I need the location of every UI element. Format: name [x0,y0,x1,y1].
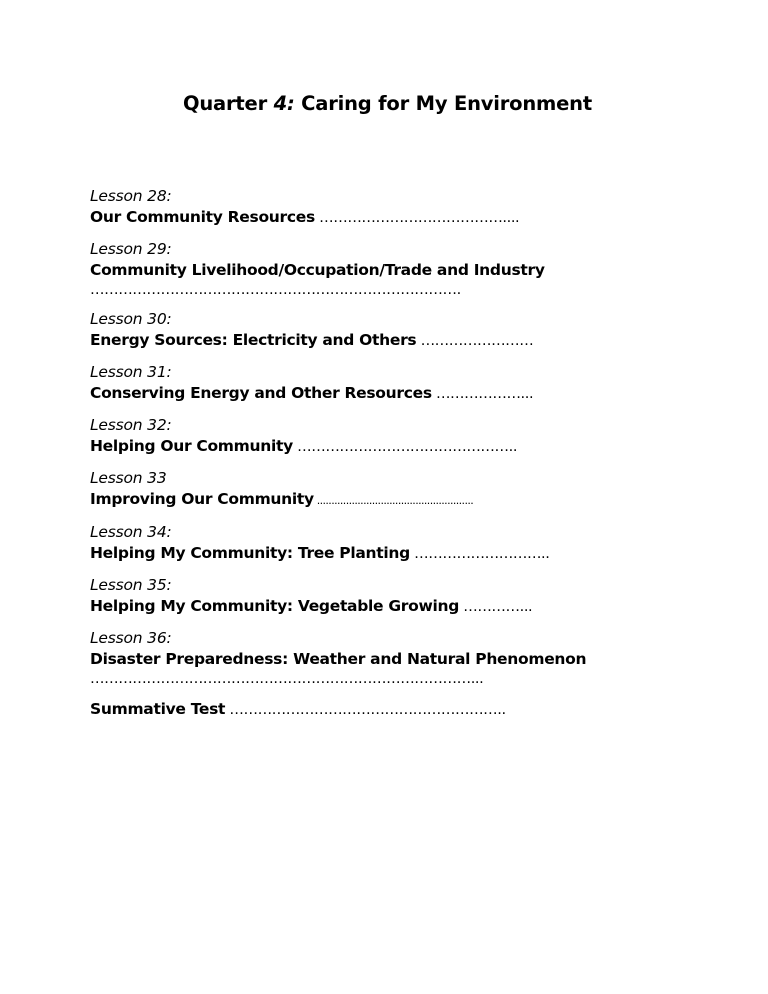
lesson-title: Conserving Energy and Other Resources [90,384,432,402]
lesson-title-line [90,206,590,229]
lesson-title-line [90,435,590,458]
lesson-label: Lesson 36: [90,629,172,647]
page-title [183,92,592,115]
lesson-title: Disaster Preparedness: Weather and Natural Phenomenon [90,650,587,668]
toc-entry-lesson-36 [90,628,590,688]
lesson-label: Lesson 29: [90,240,172,258]
title-prefix: Quarter [183,92,274,115]
toc-entry-lesson-31 [90,362,590,405]
lesson-title-line [90,382,590,405]
dot-leader: ……………………………………………………………………. [90,282,461,298]
dot-leader: ……………………………………….. [292,439,518,455]
lesson-title-line [90,329,590,352]
toc-entry-lesson-35 [90,575,590,618]
lesson-label: Lesson 34: [90,523,172,541]
title-quarter-number: 4: [273,92,295,115]
lesson-label: Lesson 31: [90,363,172,381]
lesson-title-line [90,595,590,618]
dot-leader: …………………… [416,333,534,349]
lesson-title: Energy Sources: Electricity and Others [90,331,417,349]
lesson-label: Lesson 35: [90,576,172,594]
dot-leader: ……………………….. [409,546,550,562]
toc-entry-lesson-33 [90,468,590,512]
dot-leader: ………………………………………………….. [225,702,506,718]
toc-entry-summative-test [90,698,590,721]
lesson-label: Lesson 33 [90,469,167,487]
toc-entry-lesson-30 [90,309,590,352]
toc-entry-lesson-29 [90,239,590,299]
lesson-title: Improving Our Community [90,490,314,508]
lesson-title: Helping Our Community [90,437,293,455]
lesson-title: Our Community Resources [90,208,315,226]
lesson-title: Helping My Community: Tree Planting [90,544,410,562]
dot-leader: ………………………………………………………………………... [90,671,484,687]
toc-entry-lesson-32 [90,415,590,458]
summative-title: Summative Test [90,700,226,718]
lesson-label: Lesson 30: [90,310,172,328]
summative-title-line [90,698,590,721]
dot-leader: ………………... [431,386,534,402]
lesson-title-line [90,542,590,565]
toc-entry-lesson-34 [90,522,590,565]
lesson-label: Lesson 28: [90,187,172,205]
toc-entry-lesson-28 [90,186,590,229]
dot-leader: ………………………………….... [314,210,520,226]
title-rest: Caring for My Environment [294,92,592,115]
table-of-contents [90,186,590,731]
lesson-label: Lesson 32: [90,416,172,434]
dot-leader: …………... [459,599,533,615]
dot-leader: ...................................................... [313,494,474,507]
lesson-title: Helping My Community: Vegetable Growing [90,597,460,615]
lesson-title-line [90,488,590,512]
lesson-title: Community Livelihood/Occupation/Trade and Industry [90,261,545,279]
